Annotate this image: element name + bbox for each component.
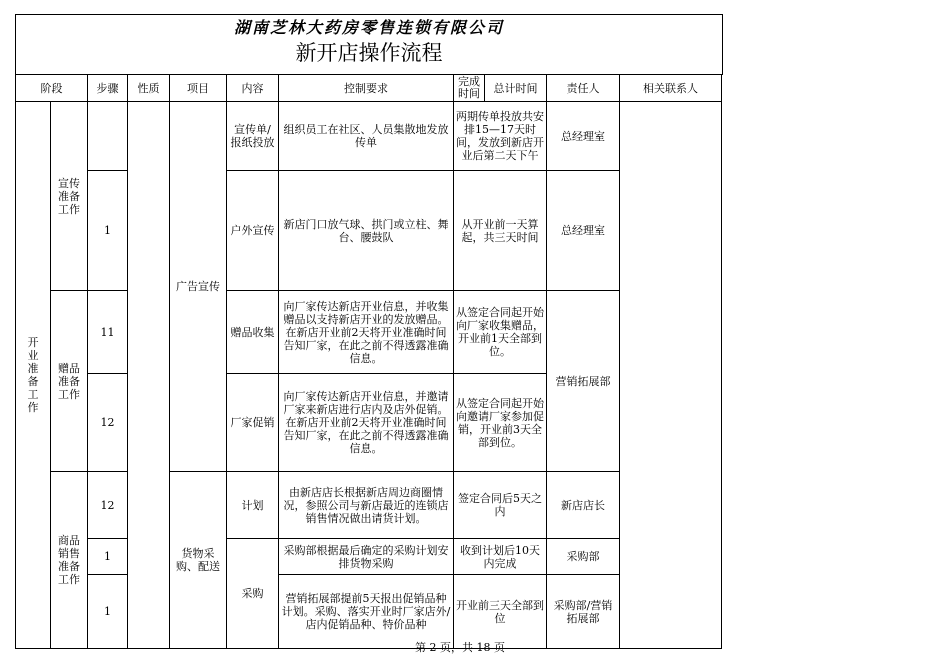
time-cell: 签定合同后5天之内 [454, 472, 547, 539]
requirement-cell: 采购部根据最后确定的采购计划安排货物采购 [279, 539, 454, 575]
header-contact: 相关联系人 [620, 75, 722, 102]
content-cell: 户外宣传 [227, 171, 279, 291]
owner-cell: 新店店长 [547, 472, 620, 539]
contact-cell [620, 102, 722, 649]
step-cell: 11 [88, 291, 128, 374]
page-footer [0, 639, 950, 655]
group-publicity: 宣传 准备 工作 [51, 102, 88, 291]
step-cell [88, 102, 128, 171]
step-cell: 12 [88, 472, 128, 539]
header-step: 步骤 [88, 75, 128, 102]
time-cell: 从签定合同起开始向邀请厂家参加促销，开业前3天全部到位。 [454, 374, 547, 472]
header-done-time: 完成时间 [454, 75, 485, 102]
step-cell: 12 [88, 374, 128, 472]
header-item: 项目 [170, 75, 227, 102]
requirement-cell: 向厂家传达新店开业信息，并收集赠品以支持新店开业的发放赠品。在新店开业前2天将开业准确时间告知厂家，在此之前不得透露准确信息。 [279, 291, 454, 374]
title-area [15, 14, 723, 75]
content-cell: 宣传单/报纸投放 [227, 102, 279, 171]
content-cell: 厂家促销 [227, 374, 279, 472]
owner-cell: 采购部 [547, 539, 620, 575]
nature-cell [128, 102, 170, 649]
item-ad: 广告宣传 [170, 102, 227, 472]
requirement-cell: 由新店店长根据新店周边商圈情况，参照公司与新店最近的连锁店销售情况做出请货计划。 [279, 472, 454, 539]
owner-cell: 采购部/营销拓展部 [547, 575, 620, 649]
header-content: 内容 [227, 75, 279, 102]
step-cell: 1 [88, 575, 128, 649]
step-cell: 1 [88, 539, 128, 575]
header-requirement: 控制要求 [279, 75, 454, 102]
requirement-cell: 组织员工在社区、人员集散地发放传单 [279, 102, 454, 171]
process-table [15, 74, 722, 649]
step-cell: 1 [88, 171, 128, 291]
content-cell: 赠品收集 [227, 291, 279, 374]
owner-cell: 总经理室 [547, 171, 620, 291]
time-cell: 从签定合同起开始向厂家收集赠品，开业前1天全部到位。 [454, 291, 547, 374]
page-number: 第 2 页，共 18 页 [415, 641, 505, 654]
company-name: 湖南芝林大药房零售连锁有限公司 [233, 18, 504, 37]
content-cell: 计划 [227, 472, 279, 539]
phase-label: 开 业 准 备 工 作 [16, 102, 51, 649]
time-cell: 两期传单投放共安排15—17天时间，发放到新店开业后第二天下午 [454, 102, 547, 171]
header-nature: 性质 [128, 75, 170, 102]
header-total-time: 总计时间 [485, 75, 547, 102]
group-goods: 商品 销售 准备 工作 [51, 472, 88, 649]
time-cell: 收到计划后10天内完成 [454, 539, 547, 575]
content-cell: 采购 [227, 539, 279, 649]
group-gift: 赠品 准备 工作 [51, 291, 88, 472]
owner-cell: 总经理室 [547, 102, 620, 171]
item-purchase: 货物采购、配送 [170, 472, 227, 649]
document-title: 新开店操作流程 [295, 41, 443, 65]
time-cell: 从开业前一天算起，共三天时间 [454, 171, 547, 291]
requirement-cell: 新店门口放气球、拱门或立柱、舞台、腰鼓队 [279, 171, 454, 291]
header-owner: 责任人 [547, 75, 620, 102]
spreadsheet-page [15, 14, 721, 654]
time-cell: 开业前三天全部到位 [454, 575, 547, 649]
requirement-cell: 向厂家传达新店开业信息，并邀请厂家来新店进行店内及店外促销。在新店开业前2天将开业准确时间告知厂家，在此之前不得透露准确信息。 [279, 374, 454, 472]
header-phase: 阶段 [16, 75, 88, 102]
requirement-cell: 营销拓展部提前5天报出促销品种计划。采购、落实开业时厂家店外/店内促销品种、特价品种 [279, 575, 454, 649]
owner-cell: 营销拓展部 [547, 291, 620, 472]
